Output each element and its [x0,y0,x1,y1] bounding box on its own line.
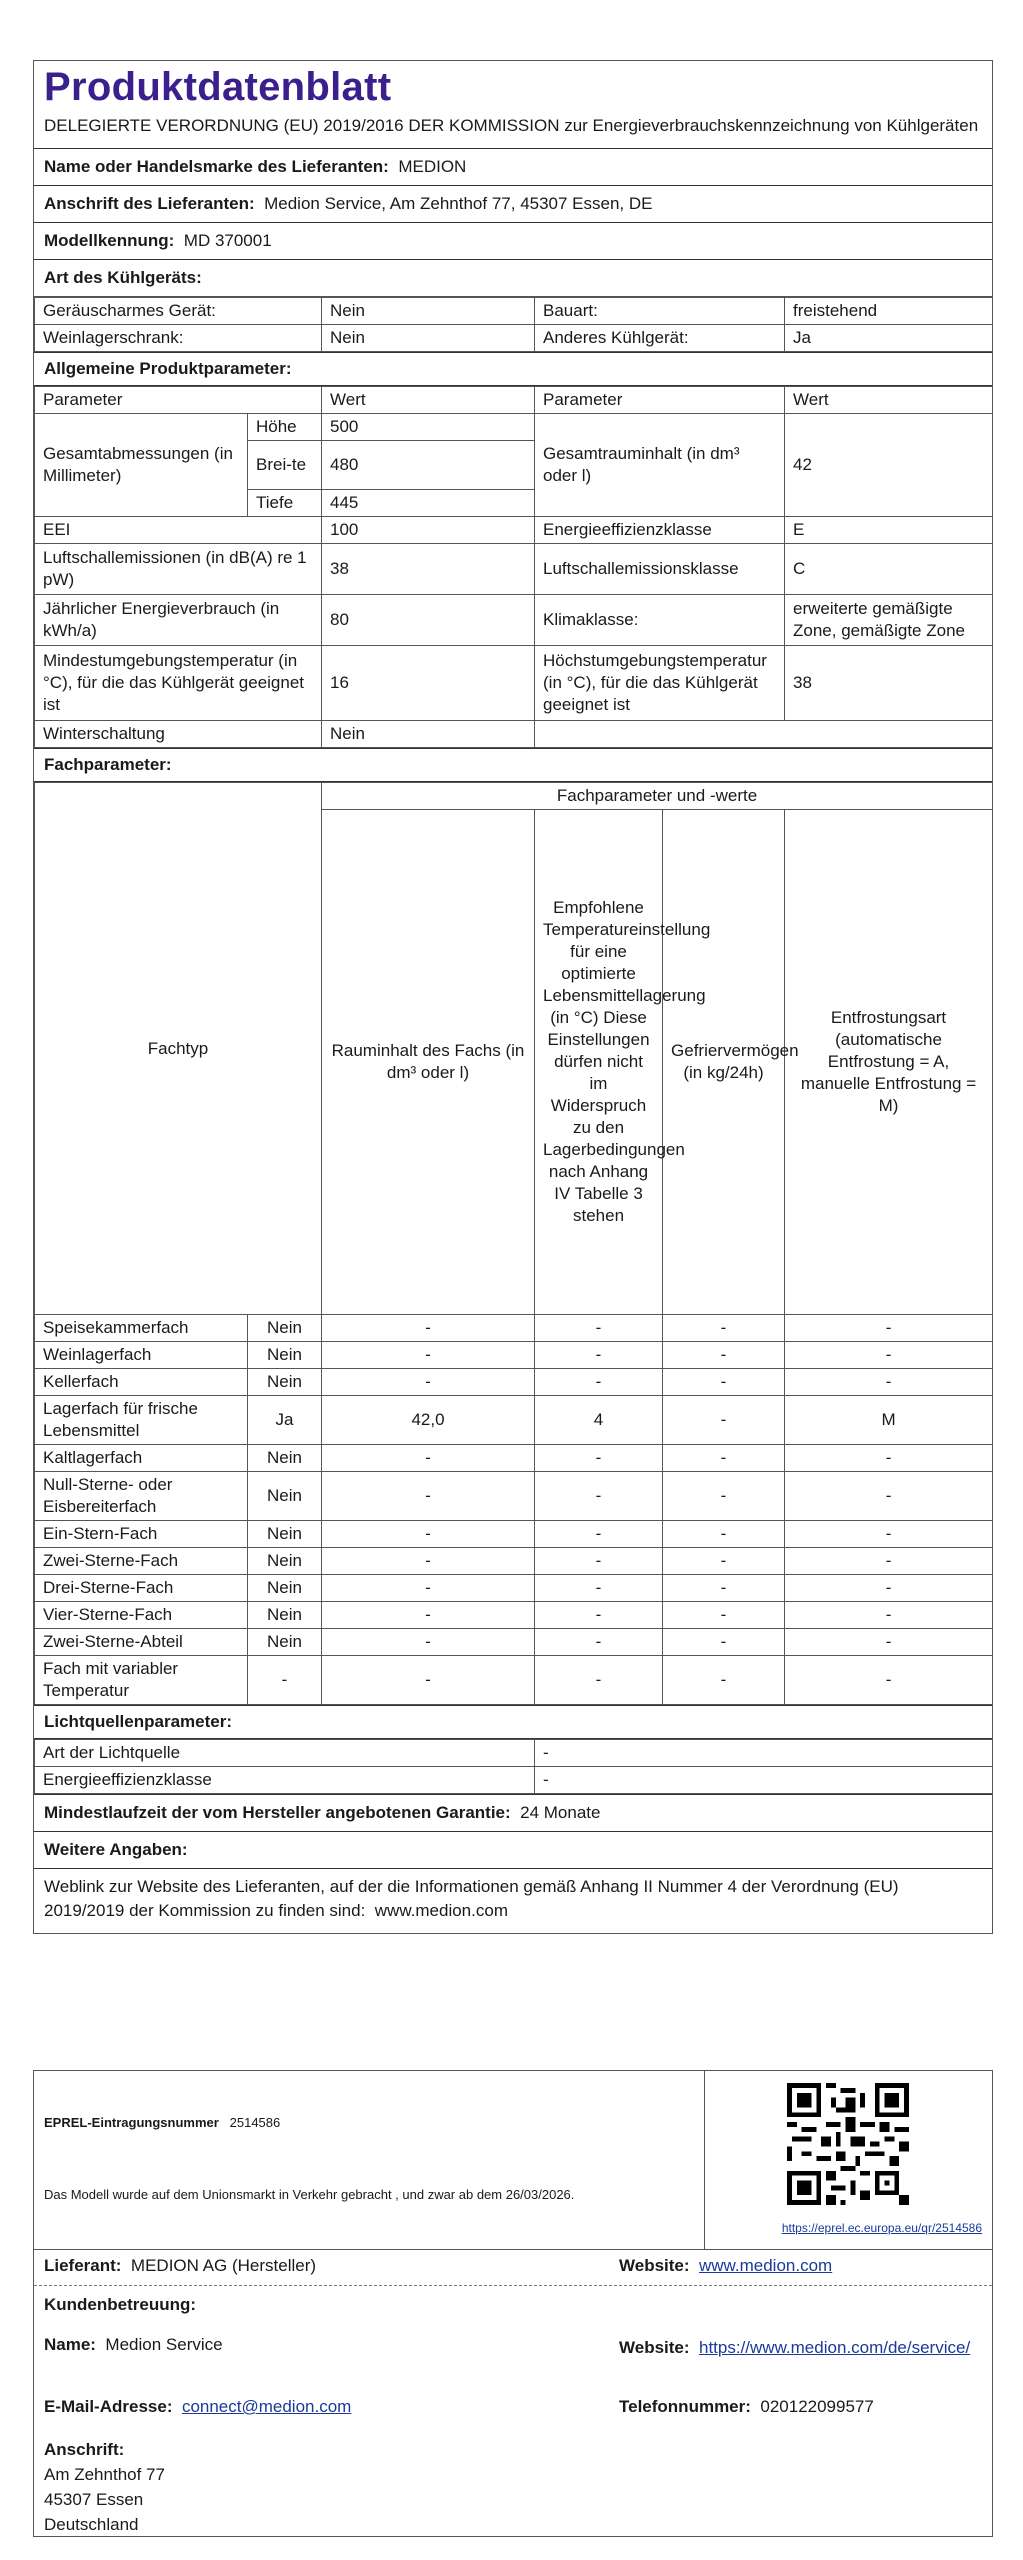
col-header-volume: Rauminhalt des Fachs (in dm³ oder l) [322,810,535,1315]
compartment-cell: - [663,1342,785,1369]
email-label: E-Mail-Adresse: [44,2397,173,2416]
table-row [35,1548,993,1575]
compartment-type: Fach mit variabler Temperatur [35,1656,248,1705]
param-value: E [785,517,993,544]
light-heading: Lichtquellenparameter: [34,1705,992,1739]
compartment-cell: - [322,1315,535,1342]
col-header-freeze: Gefriervermögen (in kg/24h) [663,810,785,1315]
table-row [35,1342,993,1369]
address-row [34,186,992,223]
compartment-cell: - [663,1521,785,1548]
compartment-cell: - [535,1369,663,1396]
type-cell: freistehend [785,298,993,325]
type-cell: Geräuscharmes Gerät: [35,298,322,325]
table-row [35,1740,993,1767]
compartment-cell: - [663,1602,785,1629]
light-value: - [535,1767,993,1794]
light-value: - [535,1740,993,1767]
qr-code-icon[interactable] [787,2083,909,2205]
compartment-cell: - [322,1521,535,1548]
compartment-cell: - [663,1445,785,1472]
compartment-type: Vier-Sterne-Fach [35,1602,248,1629]
compartment-type: Speisekammerfach [35,1315,248,1342]
compartment-cell: - [785,1548,993,1575]
qr-link-text[interactable]: https://eprel.ec.europa.eu/qr/2514586 [781,2221,982,2235]
appliance-type-table [34,297,993,352]
supplier-card [33,2070,993,2537]
table-row [35,1472,993,1521]
compartment-cell: - [322,1445,535,1472]
table-row [35,1396,993,1445]
qr-link[interactable] [782,2221,982,2235]
compartment-cell: - [535,1629,663,1656]
param-value: 16 [322,646,535,721]
phone-label: Telefonnummer: [619,2397,751,2416]
compartment-type: Ein-Stern-Fach [35,1521,248,1548]
phone-block [619,2397,874,2417]
eprel-label: EPREL-Eintragungsnummer [44,2115,219,2130]
table-row [35,1656,993,1705]
supplier-line [34,2249,992,2286]
compartment-cell: Nein [248,1521,322,1548]
col-header-temp: Empfohlene Temperatureinstellung für eine optimierte Lebensmittellagerung (in °C) Diese Einstellungen dürfen nicht im Widerspruch zu den Lagerbedingungen nach Anhang IV Tabelle 3 stehen [535,810,663,1315]
warranty-row [34,1794,992,1832]
table-row [35,1767,993,1794]
dims-label: Gesamtabmessungen (in Millimeter) [35,414,248,517]
compartment-cell: - [785,1342,993,1369]
warranty-value: 24 Monate [520,1803,601,1822]
winter-value: Nein [322,721,535,748]
compartment-cell: 42,0 [322,1396,535,1445]
param-value: 80 [322,595,535,646]
col-header-value: Wert [785,387,993,414]
compartment-type: Zwei-Sterne-Abteil [35,1629,248,1656]
compartment-cell: - [785,1656,993,1705]
table-row [35,1575,993,1602]
address-label: Anschrift des Lieferanten: [44,194,255,213]
compartment-cell: - [535,1548,663,1575]
compartment-type: Zwei-Sterne-Fach [35,1548,248,1575]
empty-cell [535,721,993,748]
volume-label: Gesamtrauminhalt (in dm³ oder l) [535,414,785,517]
email-link[interactable]: connect@medion.com [181,2397,352,2416]
service-name-block [44,2335,223,2355]
compartment-cell: - [535,1575,663,1602]
param-name: Luftschallemissionen (in dB(A) re 1 pW) [35,544,322,595]
model-label: Modellkennung: [44,231,175,250]
group-header: Fachparameter und -werte [322,783,993,810]
market-text: Das Modell wurde auf dem Unionsmarkt in Verkehr gebracht , und zwar ab dem 26/03/2026. [44,2187,575,2202]
compartment-cell: - [535,1315,663,1342]
compartment-cell: - [785,1445,993,1472]
param-name: EEI [35,517,322,544]
compartment-type: Weinlagerfach [35,1342,248,1369]
table-row [35,298,993,325]
dim-name: Tiefe [248,490,322,517]
compartment-cell: - [535,1472,663,1521]
col-header-type: Fachtyp [35,783,322,1315]
page-title: Produktdatenblatt [44,65,392,109]
winter-label: Winterschaltung [35,721,322,748]
light-param: Energieeffizienzklasse [35,1767,535,1794]
compartment-cell: - [535,1602,663,1629]
compartment-type: Drei-Sterne-Fach [35,1575,248,1602]
general-heading: Allgemeine Produktparameter: [34,352,992,386]
compartment-cell: - [785,1472,993,1521]
compartment-cell: - [322,1369,535,1396]
further-text-row [34,1869,992,1933]
address-value: Medion Service, Am Zehnthof 77, 45307 Essen, DE [264,194,653,213]
compartment-cell: - [322,1656,535,1705]
table-row [35,1445,993,1472]
table-row [35,646,993,721]
compartment-cell: - [785,1629,993,1656]
website-label: Website: [619,2256,690,2275]
compartment-cell: - [663,1575,785,1602]
compartment-cell: - [322,1472,535,1521]
compartment-cell: Nein [248,1472,322,1521]
compartment-cell: - [663,1656,785,1705]
model-value: MD 370001 [183,231,272,250]
compartment-cell: - [663,1396,785,1445]
website-block [619,2256,832,2276]
further-heading-row [34,1832,992,1869]
compartment-cell: Nein [248,1629,322,1656]
compartment-cell: - [663,1629,785,1656]
param-name: Energieeffizienzklasse [535,517,785,544]
type-cell: Bauart: [535,298,785,325]
compartment-cell: - [785,1521,993,1548]
table-row [35,1521,993,1548]
dim-name: Brei-te [248,441,322,490]
compartment-cell: Nein [248,1315,322,1342]
param-value: C [785,544,993,595]
compartment-cell: - [785,1575,993,1602]
param-name: Klimaklasse: [535,595,785,646]
compartment-cell: - [535,1656,663,1705]
compartment-cell: - [785,1315,993,1342]
compartment-cell: - [663,1315,785,1342]
compartment-cell: - [322,1548,535,1575]
compartment-cell: - [663,1548,785,1575]
appliance-type-heading [34,260,992,297]
service-website-block [619,2335,979,2361]
param-name: Jährlicher Energieverbrauch (in kWh/a) [35,595,322,646]
compartment-cell: - [322,1342,535,1369]
type-cell: Weinlagerschrank: [35,325,322,352]
col-header-value: Wert [322,387,535,414]
dim-value: 445 [322,490,535,517]
light-table [34,1739,993,1794]
col-header-defrost: Entfrostungsart (automatische Entfrostung = A, manuelle Entfrostung = M) [785,810,993,1315]
eprel-number: 2514586 [229,2115,281,2130]
qr-box [704,2071,992,2250]
model-row [34,223,992,260]
volume-value: 42 [785,414,993,517]
service-heading: Kundenbetreuung: [44,2295,197,2314]
compartment-cell: - [663,1369,785,1396]
param-value: 100 [322,517,535,544]
compartment-cell: Nein [248,1342,322,1369]
table-row [35,517,993,544]
compartment-cell: Ja [248,1396,322,1445]
table-row [35,1602,993,1629]
table-row [35,325,993,352]
website-link[interactable]: www.medion.com [699,2256,833,2275]
eprel-line [44,2115,280,2130]
service-website-link[interactable]: https://www.medion.com/de/service/ [699,2338,971,2357]
param-name: Mindestumgebungstemperatur (in °C), für die das Kühlgerät geeignet ist [35,646,322,721]
param-name: Luftschallemissionsklasse [535,544,785,595]
contact-address-label: Anschrift: [44,2440,125,2459]
param-value: 38 [322,544,535,595]
compartment-type: Lagerfach für frische Lebensmittel [35,1396,248,1445]
col-header-param: Parameter [35,387,322,414]
table-row [35,1629,993,1656]
param-value: erweiterte gemäßigte Zone, gemäßigte Zone [785,595,993,646]
col-header-param: Parameter [535,387,785,414]
compartment-cell: - [785,1369,993,1396]
type-cell: Anderes Kühlgerät: [535,325,785,352]
supplier-contact-label: Lieferant: [44,2256,122,2275]
compartment-cell: - [322,1629,535,1656]
type-cell: Ja [785,325,993,352]
table-row [35,721,993,748]
eprel-box [34,2071,705,2250]
supplier-contact-value: MEDION AG (Hersteller) [130,2256,317,2275]
regulation-subtitle: DELEGIERTE VERORDNUNG (EU) 2019/2016 DER KOMMISSION zur Energieverbrauchskennzeichnung von Kühlgeräten [34,110,992,149]
compartments-heading: Fachparameter: [34,748,992,782]
type-cell: Nein [322,325,535,352]
phone-value: 020122099577 [760,2397,874,2416]
table-header-row [35,387,993,414]
address-line: Am Zehnthof 77 [44,2465,165,2484]
address-line: Deutschland [44,2515,139,2534]
dim-name: Höhe [248,414,322,441]
dim-value: 500 [322,414,535,441]
compartment-cell: Nein [248,1575,322,1602]
compartment-type: Null-Sterne- oder Eisbereiterfach [35,1472,248,1521]
compartment-cell: - [535,1342,663,1369]
compartment-cell: Nein [248,1369,322,1396]
compartment-type: Kellerfach [35,1369,248,1396]
address-block [44,2437,165,2537]
service-name-value: Medion Service [105,2335,223,2354]
param-value: 38 [785,646,993,721]
compartment-cell: - [663,1472,785,1521]
compartment-cell: Nein [248,1548,322,1575]
supplier-label: Name oder Handelsmarke des Lieferanten: [44,157,389,176]
further-link[interactable]: www.medion.com [374,1901,508,1920]
param-name: Höchstumgebungstemperatur (in °C), für die das Kühlgerät geeignet ist [535,646,785,721]
compartments-body [35,1315,993,1705]
compartment-cell: Nein [248,1445,322,1472]
compartment-cell: M [785,1396,993,1445]
compartment-cell: 4 [535,1396,663,1445]
table-row [35,1315,993,1342]
compartments-table [34,782,993,1705]
address-line: 45307 Essen [44,2490,144,2509]
table-row [35,1369,993,1396]
supplier-block [44,2256,316,2276]
appliance-type-heading-text: Art des Kühlgeräts: [44,268,202,287]
compartment-cell: - [248,1656,322,1705]
type-cell: Nein [322,298,535,325]
table-header-row [35,783,993,810]
compartment-cell: - [785,1602,993,1629]
further-text: Weblink zur Website des Lieferanten, auf der die Informationen gemäß Anhang II Nummer 4 der Verordnung (EU) 2019/2019 der Kommission zu finden sind: [44,1877,899,1920]
compartment-cell: - [322,1575,535,1602]
compartment-cell: - [322,1602,535,1629]
further-heading: Weitere Angaben: [44,1840,188,1859]
supplier-row [34,149,992,186]
table-row [35,414,993,441]
compartment-type: Kaltlagerfach [35,1445,248,1472]
service-website-label: Website: [619,2338,690,2357]
light-param: Art der Lichtquelle [35,1740,535,1767]
compartment-cell: Nein [248,1602,322,1629]
compartment-cell: - [535,1521,663,1548]
service-name-label: Name: [44,2335,96,2354]
general-params-table [34,386,993,748]
supplier-value: MEDION [398,157,467,176]
table-row [35,544,993,595]
warranty-label: Mindestlaufzeit der vom Hersteller angebotenen Garantie: [44,1803,511,1822]
email-block [44,2397,351,2417]
dim-value: 480 [322,441,535,490]
product-datasheet [33,60,993,1934]
table-row [35,595,993,646]
compartment-cell: - [535,1445,663,1472]
